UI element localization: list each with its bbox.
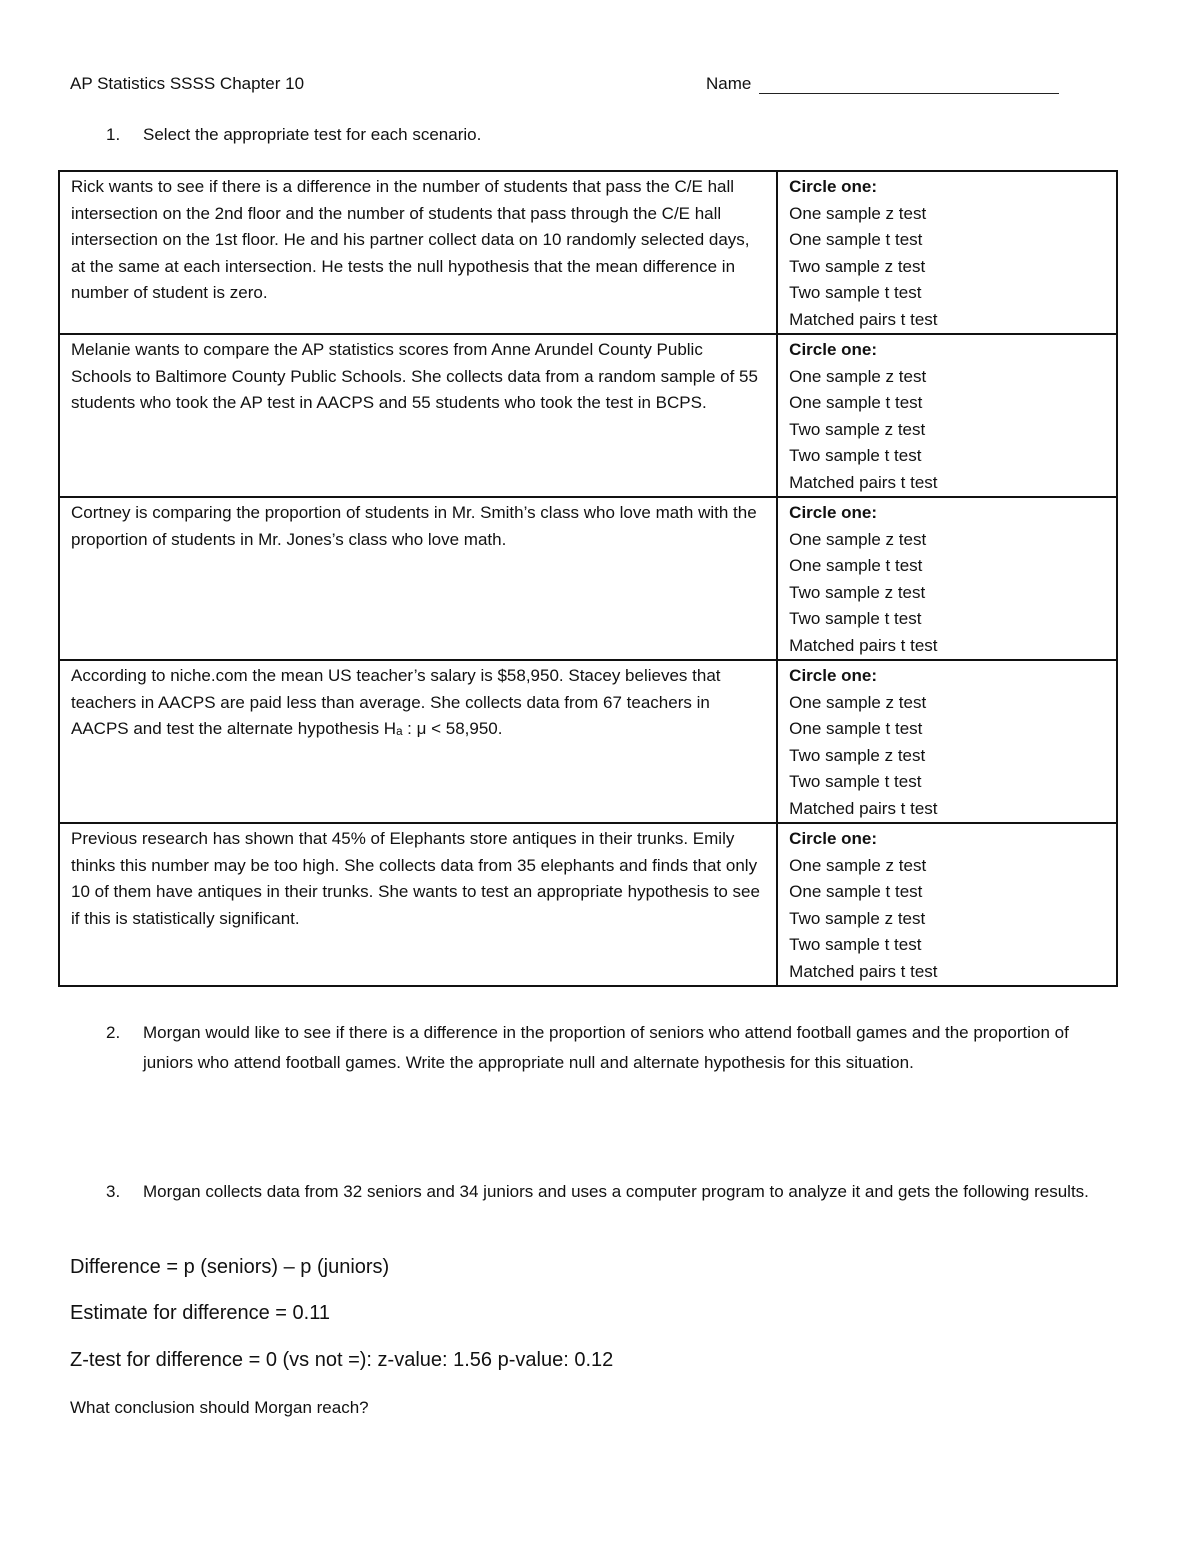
name-label: Name [706, 74, 752, 93]
result-estimate: Estimate for difference = 0.11 [70, 1302, 330, 1324]
table-row [59, 823, 1117, 986]
option-one-sample-z[interactable]: One sample z test [789, 203, 927, 223]
worksheet-title: AP Statistics SSSS Chapter 10 [70, 74, 305, 93]
question-3-number: 3. [106, 1182, 121, 1201]
scenario-text: Cortney is comparing the proportion of students in Mr. Smith’s class who love math with the proportion of students in Mr. Jones’s class who love math. [59, 497, 777, 660]
option-two-sample-t[interactable]: Two sample t test [789, 609, 922, 628]
table-row [59, 497, 1117, 660]
test-options [777, 823, 1117, 986]
option-one-sample-z[interactable]: One sample z test [789, 366, 927, 386]
conclusion-prompt: What conclusion should Morgan reach? [70, 1398, 369, 1417]
scenario-text: According to niche.com the mean US teacher’s salary is $58,950. Stacey believes that teachers in AACPS are paid less than average. She collects data from 67 teachers in AACPS and test the alternate hypothesis Hₐ : μ < 58,950. [59, 660, 777, 823]
option-matched-pairs-t[interactable]: Matched pairs t test [789, 635, 938, 655]
question-2 [106, 1018, 1116, 1110]
question-2-number: 2. [106, 1023, 121, 1042]
options-title: Circle one: [789, 340, 878, 359]
test-options [777, 334, 1117, 497]
test-options [777, 171, 1117, 334]
question-3-prompt: Morgan collects data from 32 seniors and 34 juniors and uses a computer program to analyze it and gets the following results. [143, 1182, 1089, 1201]
option-two-sample-t[interactable]: Two sample t test [789, 446, 922, 465]
option-one-sample-t[interactable]: One sample t test [789, 719, 923, 738]
option-two-sample-t[interactable]: Two sample t test [789, 283, 922, 302]
options-title: Circle one: [789, 666, 878, 685]
table-row [59, 171, 1117, 334]
scenario-table [58, 170, 1118, 987]
worksheet-header [70, 74, 1070, 100]
question-1 [106, 120, 1006, 150]
option-matched-pairs-t[interactable]: Matched pairs t test [789, 309, 938, 329]
scenario-text: Rick wants to see if there is a difference in the number of students that pass the C/E hall intersection on the 2nd floor and the number of students that pass through the C/E hall intersection on the 1st floor. He and his partner collect data on 10 randomly selected days, at the same at each intersection. He tests the null hypothesis that the mean difference in number of student is zero. [59, 171, 777, 334]
option-one-sample-z[interactable]: One sample z test [789, 692, 927, 712]
option-one-sample-t[interactable]: One sample t test [789, 393, 923, 412]
result-z-test: Z-test for difference = 0 (vs not =): z-value: 1.56 p-value: 0.12 [70, 1349, 614, 1371]
option-one-sample-t[interactable]: One sample t test [789, 230, 923, 249]
name-blank-line [759, 93, 1059, 94]
option-one-sample-t[interactable]: One sample t test [789, 882, 923, 901]
table-row [59, 334, 1117, 497]
option-matched-pairs-t[interactable]: Matched pairs t test [789, 961, 938, 981]
question-3 [106, 1177, 1116, 1239]
option-matched-pairs-t[interactable]: Matched pairs t test [789, 472, 938, 492]
option-one-sample-z[interactable]: One sample z test [789, 855, 927, 875]
result-difference-definition: Difference = p (seniors) – p (juniors) [70, 1256, 390, 1278]
option-two-sample-z[interactable]: Two sample z test [789, 419, 926, 439]
question-1-prompt: Select the appropriate test for each scenario. [143, 125, 482, 144]
option-matched-pairs-t[interactable]: Matched pairs t test [789, 798, 938, 818]
option-two-sample-z[interactable]: Two sample z test [789, 745, 926, 765]
option-two-sample-t[interactable]: Two sample t test [789, 772, 922, 791]
option-two-sample-z[interactable]: Two sample z test [789, 256, 926, 276]
options-title: Circle one: [789, 503, 878, 522]
option-two-sample-z[interactable]: Two sample z test [789, 582, 926, 602]
scenario-text: Melanie wants to compare the AP statistics scores from Anne Arundel County Public Schools to Baltimore County Public Schools. She collects data from a random sample of 55 students who took the AP test in AACPS and 55 students who took the test in BCPS. [59, 334, 777, 497]
options-title: Circle one: [789, 177, 878, 196]
question-2-prompt: Morgan would like to see if there is a difference in the proportion of seniors who attend football games and the proportion of juniors who attend football games. Write the appropriate null and alternate hypothesis for this situation. [143, 1023, 1069, 1072]
option-two-sample-z[interactable]: Two sample z test [789, 908, 926, 928]
test-options [777, 497, 1117, 660]
options-title: Circle one: [789, 829, 878, 848]
question-1-number: 1. [106, 125, 121, 144]
test-options [777, 660, 1117, 823]
option-one-sample-t[interactable]: One sample t test [789, 556, 923, 575]
table-row [59, 660, 1117, 823]
scenario-text: Previous research has shown that 45% of Elephants store antiques in their trunks. Emily thinks this number may be too high. She collects data from 35 elephants and finds that only 10 of them have antiques in their trunks. She wants to test an appropriate hypothesis to see if this is statistically significant. [59, 823, 777, 986]
option-one-sample-z[interactable]: One sample z test [789, 529, 927, 549]
option-two-sample-t[interactable]: Two sample t test [789, 935, 922, 954]
